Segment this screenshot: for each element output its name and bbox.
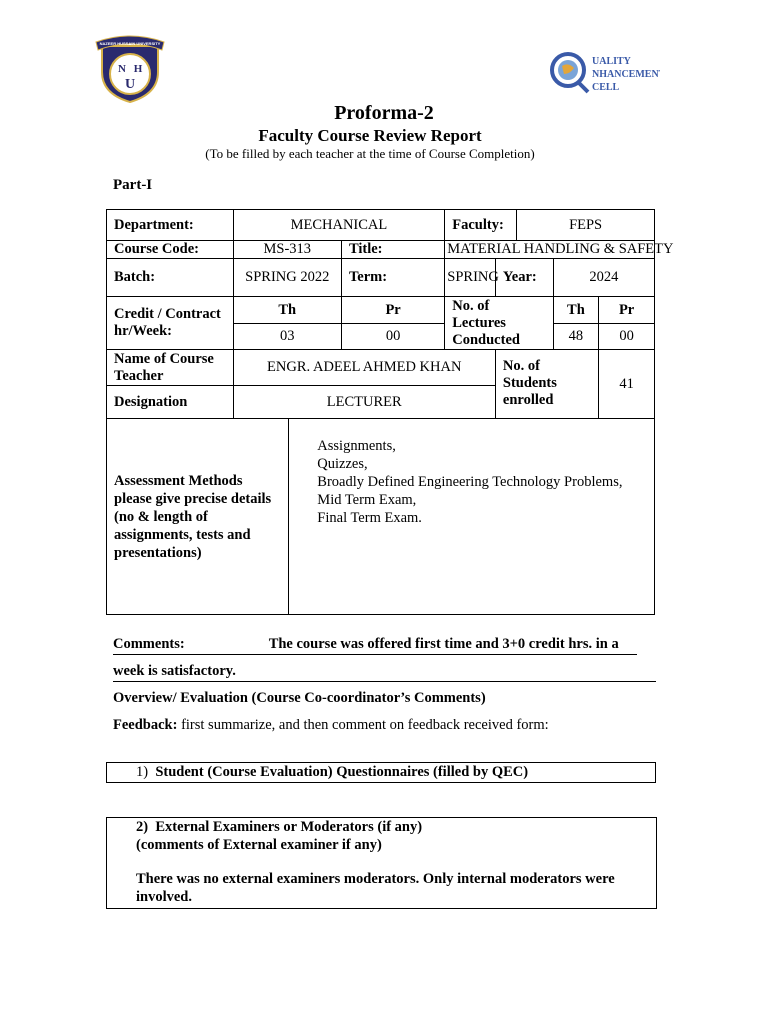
uni-letter-n: N (118, 63, 126, 75)
feedback-line (113, 717, 549, 734)
uni-letter-u: U (124, 77, 136, 92)
feedback-label: Feedback: (113, 717, 178, 733)
assessment-label: Assessment Methods please give precise details (no & length of assignments, tests and presentations) (107, 419, 289, 615)
credit-label: Credit / Contract hr/Week: (107, 297, 234, 350)
assessment-item: Assignments, (317, 438, 396, 454)
course-info-table (106, 209, 674, 615)
assessment-details (289, 419, 655, 615)
faculty-label: Faculty: (445, 210, 517, 241)
title-value: MATERIAL HANDLING & SAFETY (445, 241, 655, 259)
overview-heading: Overview/ Evaluation (Course Co-coordinator’s Comments) (113, 690, 486, 706)
qec-logo (548, 48, 660, 96)
course-code-value: MS-313 (233, 241, 341, 259)
year-label: Year: (495, 259, 553, 297)
department-label: Department: (107, 210, 234, 241)
section-1-heading (136, 764, 528, 781)
section-2-number: 2) (136, 819, 149, 835)
assessment-item: Broadly Defined Engineering Technology Problems, (317, 474, 623, 490)
batch-value: SPRING 2022 (233, 259, 341, 297)
batch-label: Batch: (107, 259, 234, 297)
students-label: No. of Students enrolled (495, 350, 598, 419)
teacher-label: Name of Course Teacher (107, 350, 234, 386)
assessment-item: Final Term Exam. (317, 510, 422, 526)
qec-line-2: NHANCEMENT (592, 69, 660, 80)
comments-section (113, 636, 657, 682)
section-2-heading (136, 819, 646, 837)
lectures-pr-value: 00 (599, 324, 655, 350)
course-code-label: Course Code: (107, 241, 234, 259)
section-2-sub: (comments of External examiner if any) (136, 836, 382, 853)
designation-value: LECTURER (233, 386, 495, 419)
designation-label: Designation (107, 386, 234, 419)
section-2-box (106, 817, 657, 909)
assessment-item: Mid Term Exam, (317, 492, 417, 508)
credit-th-value: 03 (233, 324, 341, 350)
qec-initial-e: E (586, 62, 587, 63)
lectures-th-header: Th (553, 297, 599, 324)
term-value: SPRING (445, 259, 496, 297)
comments-line-1 (113, 636, 637, 655)
comments-label: Comments: (113, 636, 185, 652)
section-1-box (106, 762, 656, 783)
year-value: 2024 (553, 259, 654, 297)
page-subtitle: Faculty Course Review Report (258, 126, 482, 145)
faculty-value: FEPS (517, 210, 655, 241)
comments-text-1: The course was offered first time and 3+0 credit hrs. in a (268, 636, 619, 652)
university-logo (94, 32, 166, 104)
feedback-text: first summarize, and then comment on feedback received form: (181, 717, 549, 733)
section-1-number: 1) (136, 764, 149, 780)
qec-line-1: UALITY (592, 56, 631, 67)
assessment-item: Quizzes, (317, 456, 368, 472)
department-value: MECHANICAL (233, 210, 445, 241)
teacher-value: ENGR. ADEEL AHMED KHAN (233, 350, 495, 386)
instruction-note: (To be filled by each teacher at the time of Course Completion) (205, 146, 535, 161)
uni-name: NAZEER HUSSAIN UNIVERSITY (99, 41, 161, 46)
lectures-pr-header: Pr (599, 297, 655, 324)
comments-text-2: week is satisfactory. (113, 663, 656, 682)
credit-th-header: Th (233, 297, 341, 324)
lectures-label: No. of Lectures Conducted (445, 297, 553, 350)
qec-initial-q: Q (586, 60, 587, 61)
qec-line-3: CELL (592, 82, 620, 93)
page-title: Proforma-2 (334, 102, 434, 124)
lectures-th-value: 48 (553, 324, 599, 350)
term-label: Term: (341, 259, 444, 297)
section-1-title: Student (Course Evaluation) Questionnaires (filled by QEC) (155, 764, 529, 780)
students-value: 41 (599, 350, 655, 419)
part-label: Part-I (113, 177, 153, 193)
section-2-text: There was no external examiners moderators. Only internal moderators were involved. (136, 871, 615, 905)
section-2-content (136, 819, 646, 906)
title-label: Title: (341, 241, 444, 259)
credit-pr-value: 00 (341, 324, 444, 350)
credit-pr-header: Pr (341, 297, 444, 324)
section-2-title: External Examiners or Moderators (if any) (155, 819, 423, 835)
uni-letter-h: H (133, 63, 143, 75)
